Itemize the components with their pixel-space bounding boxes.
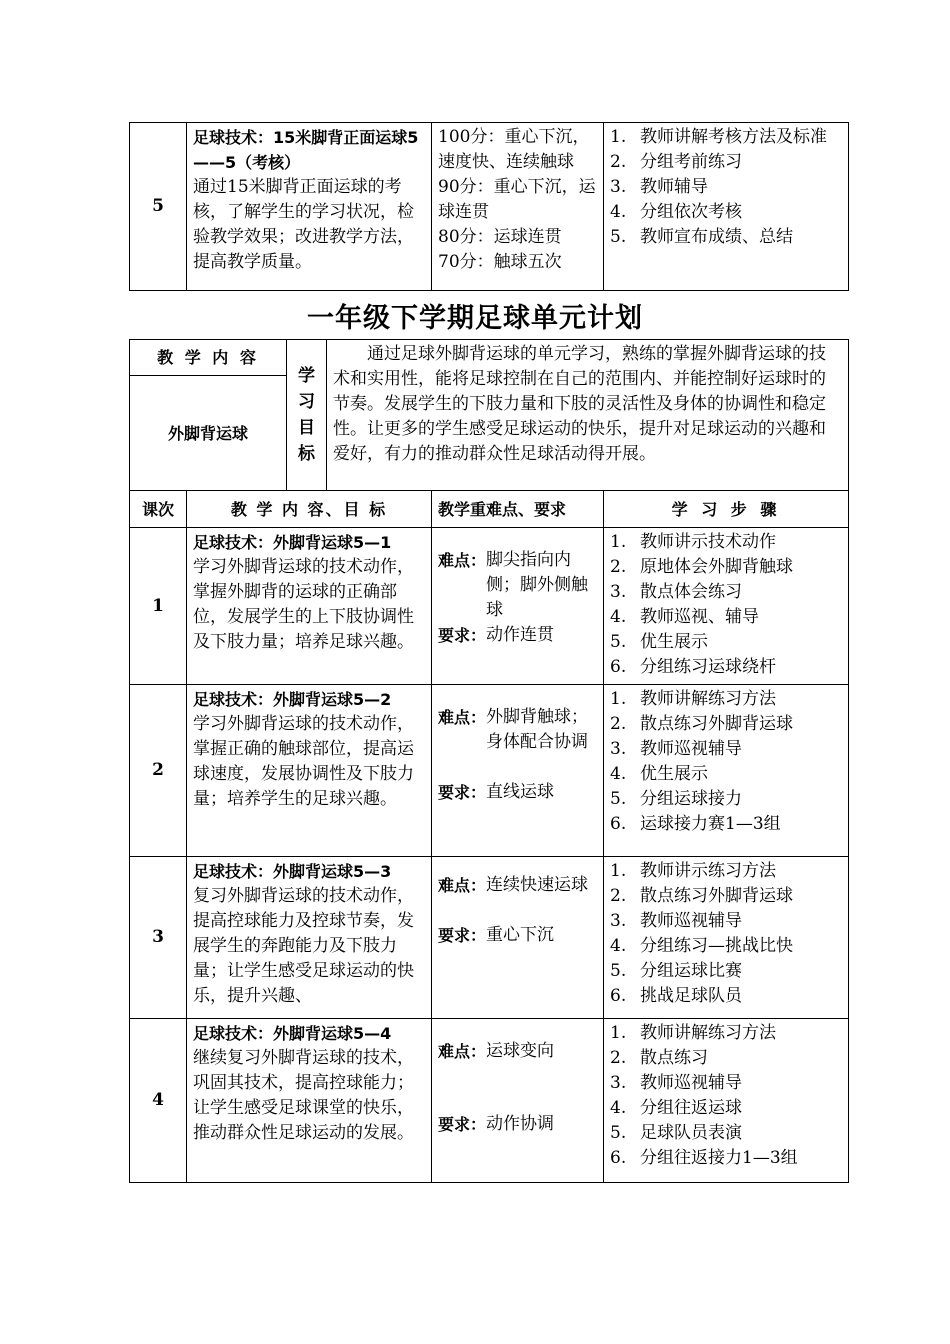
lesson-content-title: 足球技术：外脚背运球5—3 xyxy=(193,862,392,881)
table-row xyxy=(130,528,849,685)
step-item: 6. 挑战足球队员 xyxy=(610,986,742,1006)
lesson-content-title: 足球技术：外脚背运球5—1 xyxy=(193,533,392,552)
step-item: 2. 散点练习 xyxy=(610,1048,708,1068)
step-item: 5. 足球队员表演 xyxy=(610,1123,742,1143)
table-row xyxy=(130,123,849,291)
step-item: 6. 分组练习运球绕杆 xyxy=(610,657,776,677)
lesson-number: 4 xyxy=(130,1019,187,1183)
column-header-content: 教 学 内 容、目 标 xyxy=(187,491,432,528)
content-value: 外脚背运球 xyxy=(130,376,287,491)
difficulty: 难点： 外脚背触球；身体配合协调 xyxy=(438,707,589,752)
lesson-content-cell xyxy=(187,1019,432,1183)
step-item: 6. 运球接力赛1—3组 xyxy=(610,814,781,834)
steps-cell xyxy=(604,1019,849,1183)
step-item: 1. 教师讲解考核方法及标准 xyxy=(610,127,827,147)
steps-list xyxy=(610,125,842,250)
column-header-row xyxy=(130,491,849,528)
step-item: 4. 优生展示 xyxy=(610,764,708,784)
requirement: 要求： 动作连贯 xyxy=(438,625,555,645)
steps-cell xyxy=(604,123,849,291)
step-item: 1. 教师讲示练习方法 xyxy=(610,861,776,881)
table-row xyxy=(130,1019,849,1183)
lesson-content-text: 通过15米脚背正面运球的考核，了解学生的学习状况，检验教学效果；改进教学方法，提高教学质量。 xyxy=(193,177,414,272)
step-item: 3. 教师巡视辅导 xyxy=(610,911,742,931)
step-item: 1. 教师讲示技术动作 xyxy=(610,532,776,552)
lesson-number: 5 xyxy=(130,123,187,291)
step-item: 6. 分组往返接力1—3组 xyxy=(610,1148,798,1168)
lesson-content-text: 学习外脚背运球的技术动作，掌握正确的触球部位，提高运球速度，发展协调性及下肢力量；培养学生的足球兴趣。 xyxy=(193,714,414,809)
difficulty: 难点： 运球变向 xyxy=(438,1041,555,1061)
steps-list xyxy=(610,859,842,1009)
criteria-item: 80分：运球连贯 xyxy=(438,227,562,247)
lesson-content-cell xyxy=(187,123,432,291)
lesson-content-title: 足球技术：15米脚背正面运球5——5（考核） xyxy=(193,128,419,172)
step-item: 5. 优生展示 xyxy=(610,632,708,652)
step-item: 3. 教师巡视辅导 xyxy=(610,739,742,759)
lesson-content-text: 学习外脚背运球的技术动作，掌握外脚背的运球的正确部位，发展学生的上下肢协调性及下肢力量；培养足球兴趣。 xyxy=(193,557,414,652)
lesson-content-cell xyxy=(187,528,432,685)
difficulty: 难点： 连续快速运球 xyxy=(438,875,589,895)
goal-label: 学 习 目 标 xyxy=(287,340,327,491)
step-item: 2. 分组考前练习 xyxy=(610,152,742,172)
lesson-content-title: 足球技术：外脚背运球5—2 xyxy=(193,690,392,709)
lesson-content-cell xyxy=(187,685,432,857)
lesson-5-table xyxy=(129,122,849,291)
column-header-key: 教学重难点、要求 xyxy=(432,491,604,528)
step-item: 4. 分组依次考核 xyxy=(610,202,742,222)
key-points-cell xyxy=(432,857,604,1019)
step-item: 3. 教师巡视辅导 xyxy=(610,1073,742,1093)
step-item: 1. 教师讲解练习方法 xyxy=(610,689,776,709)
requirement: 要求： 重心下沉 xyxy=(438,925,555,945)
criteria-item: 90分：重心下沉，运球连贯 xyxy=(438,177,596,222)
step-item: 4. 分组往返运球 xyxy=(610,1098,742,1118)
table-row xyxy=(130,340,849,376)
step-item: 5. 分组运球比赛 xyxy=(610,961,742,981)
lesson-content-title: 足球技术：外脚背运球5—4 xyxy=(193,1024,392,1043)
step-item: 2. 散点练习外脚背运球 xyxy=(610,886,793,906)
key-points-cell xyxy=(432,528,604,685)
step-item: 1. 教师讲解练习方法 xyxy=(610,1023,776,1043)
key-points-cell xyxy=(432,1019,604,1183)
lesson-content-cell xyxy=(187,857,432,1019)
column-header-lesson: 课次 xyxy=(130,491,187,528)
difficulty: 难点： 脚尖指向内侧；脚外侧触球 xyxy=(438,550,589,620)
step-item: 2. 散点练习外脚背运球 xyxy=(610,714,793,734)
goal-text: 通过足球外脚背运球的单元学习，熟练的掌握外脚背运球的技术和实用性，能将足球控制在自己的范围内、并能控制好运球时的节奏。发展学生的下肢力量和下肢的灵活性及身体的协调性和稳定性。让更多的学生感受足球运动的快乐，提升对足球运动的兴趣和爱好，有力的推动群众性足球活动得开展。 xyxy=(327,340,849,491)
table-row xyxy=(130,857,849,1019)
requirement: 要求： 直线运球 xyxy=(438,782,555,802)
key-points-cell xyxy=(432,685,604,857)
content-label: 教 学 内 容 xyxy=(130,340,287,376)
steps-list xyxy=(610,1021,842,1171)
steps-cell xyxy=(604,857,849,1019)
column-header-steps: 学 习 步 骤 xyxy=(604,491,849,528)
steps-cell xyxy=(604,528,849,685)
steps-cell xyxy=(604,685,849,857)
step-item: 3. 散点体会练习 xyxy=(610,582,742,602)
step-item: 2. 原地体会外脚背触球 xyxy=(610,557,793,577)
lesson-number: 2 xyxy=(130,685,187,857)
page-title: 一年级下学期足球单元计划 xyxy=(307,303,643,334)
lesson-number: 3 xyxy=(130,857,187,1019)
lesson-content-text: 复习外脚背运球的技术动作，提高控球能力及控球节奏，发展学生的奔跑能力及下肢力量；让学生感受足球运动的快乐，提升兴趣、 xyxy=(193,886,414,1006)
lesson-content-text: 继续复习外脚背运球的技术，巩固其技术，提高控球能力；让学生感受足球课堂的快乐，推动群众性足球运动的发展。 xyxy=(193,1048,414,1143)
unit-header-table xyxy=(129,339,849,491)
lesson-number: 1 xyxy=(130,528,187,685)
step-item: 5. 分组运球接力 xyxy=(610,789,742,809)
table-row xyxy=(130,685,849,857)
step-item: 4. 分组练习—挑战比快 xyxy=(610,936,793,956)
requirement: 要求： 动作协调 xyxy=(438,1114,555,1134)
steps-list xyxy=(610,687,842,837)
step-item: 5. 教师宣布成绩、总结 xyxy=(610,227,793,247)
step-item: 4. 教师巡视、辅导 xyxy=(610,607,759,627)
criteria-item: 100分：重心下沉，速度快、连续触球 xyxy=(438,127,590,172)
steps-list xyxy=(610,530,842,680)
criteria-cell xyxy=(432,123,604,291)
step-item: 3. 教师辅导 xyxy=(610,177,708,197)
lessons-table xyxy=(129,490,849,1183)
criteria-item: 70分：触球五次 xyxy=(438,252,562,272)
